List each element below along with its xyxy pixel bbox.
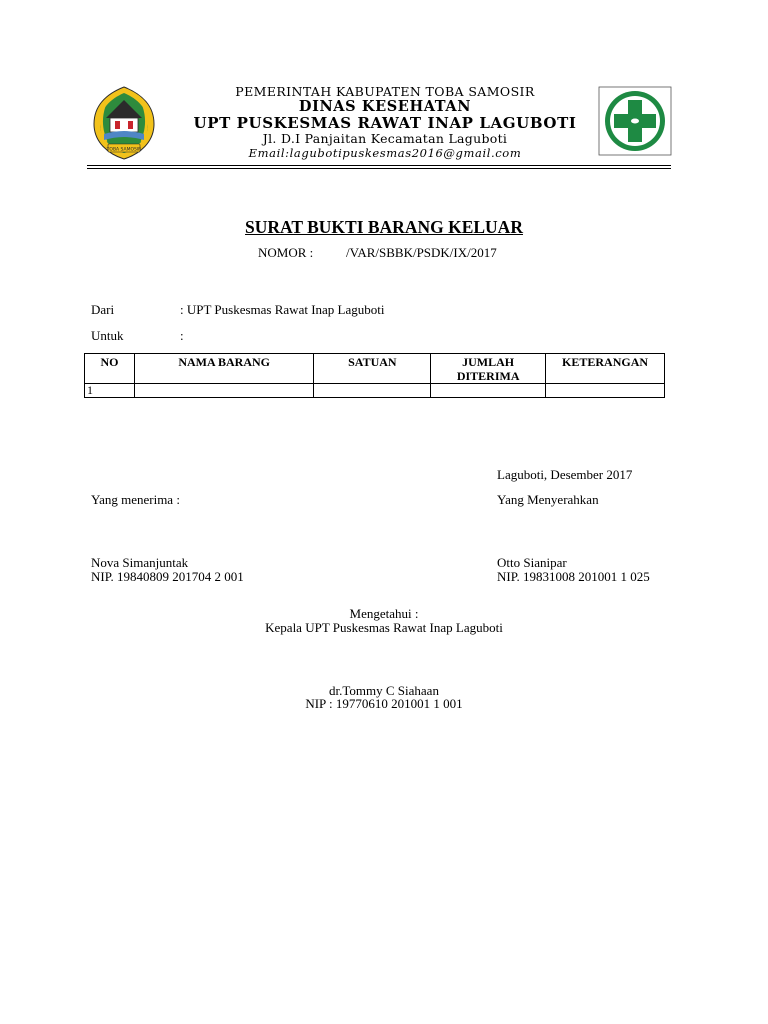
head-title: Kepala UPT Puskesmas Rawat Inap Laguboti — [265, 620, 503, 635]
items-table — [84, 353, 665, 398]
untuk-value: : — [180, 328, 184, 343]
emblem-ribbon-text: TOBA SAMOSIR — [106, 147, 142, 153]
table-header-row — [85, 354, 665, 384]
column-header-satuan: SATUAN — [314, 354, 431, 384]
receiver-name: Nova Simanjuntak — [91, 555, 189, 570]
table-cell-jumlah — [431, 384, 546, 398]
header-address: Jl. D.I Panjaitan Kecamatan Laguboti — [262, 131, 508, 146]
header-government: PEMERINTAH KABUPATEN TOBA SAMOSIR — [235, 84, 535, 99]
receiver-nip: NIP. 19840809 201704 2 001 — [91, 569, 244, 584]
table-cell-nama-barang — [134, 384, 314, 398]
head-nip: NIP : 19770610 201001 1 001 — [305, 696, 463, 711]
untuk-label: Untuk — [91, 328, 124, 343]
table-cell-satuan — [314, 384, 431, 398]
header-rule-thick — [87, 165, 671, 166]
column-header-keterangan: KETERANGAN — [546, 354, 665, 384]
column-header-no: NO — [85, 354, 135, 384]
column-header-nama-barang: NAMA BARANG — [134, 354, 314, 384]
receiver-label: Yang menerima : — [91, 492, 180, 507]
table-cell-no: 1 — [85, 384, 135, 398]
head-name: dr.Tommy C Siahaan — [329, 683, 439, 698]
header-rule-thin — [87, 168, 671, 169]
giver-label: Yang Menyerahkan — [497, 492, 599, 507]
giver-nip: NIP. 19831008 201001 1 025 — [497, 569, 650, 584]
place-date: Laguboti, Desember 2017 — [497, 467, 633, 482]
table-cell-keterangan — [546, 384, 665, 398]
nomor-label: NOMOR : — [258, 245, 314, 260]
known-label: Mengetahui : — [349, 606, 419, 621]
nomor-value: /VAR/SBBK/PSDK/IX/2017 — [346, 245, 497, 260]
column-header-jumlah-diterima: JUMLAH DITERIMA — [431, 354, 546, 384]
table-row — [85, 384, 665, 398]
document-title: SURAT BUKTI BARANG KELUAR — [245, 217, 523, 237]
header-email: Email:lagubotipuskesmas2016@gmail.com — [248, 146, 522, 160]
dari-label: Dari — [91, 302, 115, 317]
dari-value: : UPT Puskesmas Rawat Inap Laguboti — [180, 302, 385, 317]
header-institution: UPT PUSKESMAS RAWAT INAP LAGUBOTI — [193, 114, 577, 132]
giver-name: Otto Sianipar — [497, 555, 567, 570]
header-department: DINAS KESEHATAN — [298, 98, 472, 115]
